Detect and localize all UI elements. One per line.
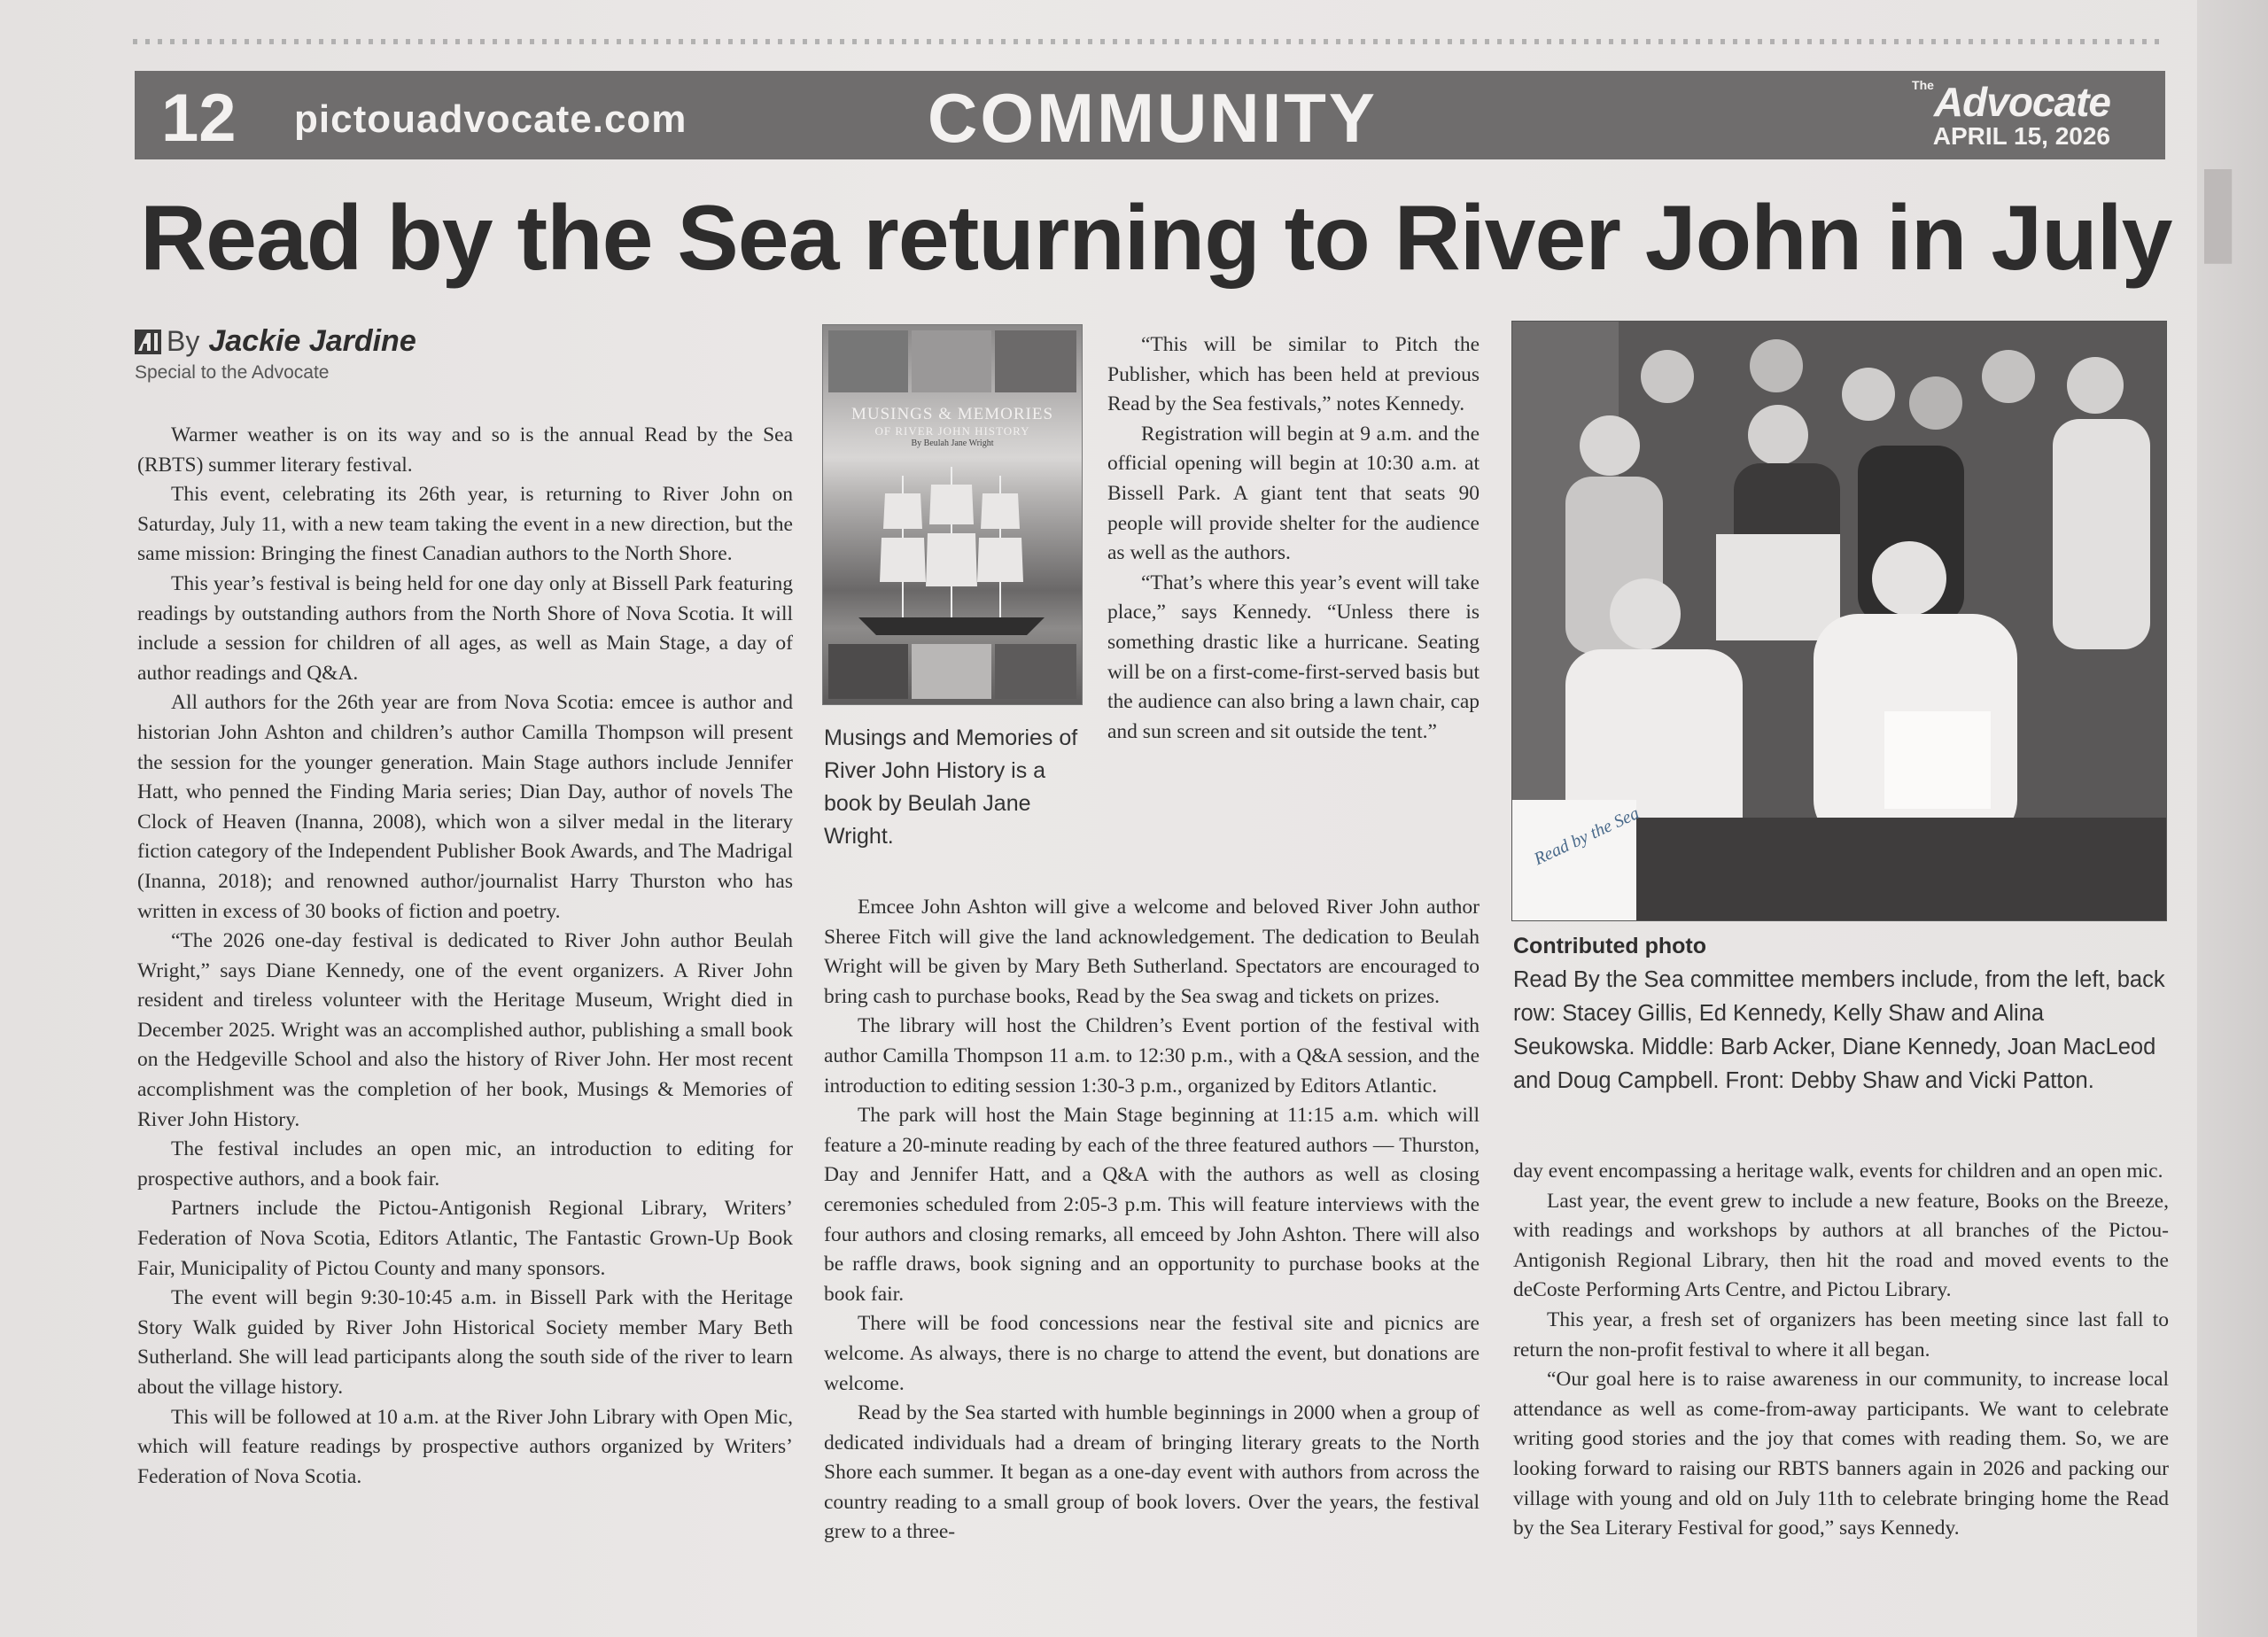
masthead-logo: Advocate <box>1933 79 2110 125</box>
photo-credit: Contributed photo <box>1513 934 1706 958</box>
committee-group-photo <box>1511 321 2167 921</box>
advocate-logo-icon <box>135 330 161 354</box>
book-cover-author: By Beulah Jane Wright <box>911 438 994 448</box>
tote-bag-logo: Read by the Sea <box>1531 803 1643 870</box>
paragraph: All authors for the 26th year are from Nova Scotia: emcee is author and historian John Ashton and children’s author Camilla Thompson will present the session for the younger generation. Main Stage authors include Jennifer Hatt, who penned the Finding Maria series; Dian Day, author of novels The Clock of Heaven (Inanna, 2008), which won a silver medal in the literary fiction category of the Independent Publisher Book Awards, and The Madrigal (Inanna, 2018); and renowned author/journalist Harry Thurston who has written in excess of 30 books of fiction and poetry. <box>137 691 793 923</box>
paragraph: This event, celebrating its 26th year, is returning to River John on Saturday, July 11, with a new team taking the event in a new direction, but the same mission: Bringing the finest Canadian authors to the North Shore. <box>137 483 793 566</box>
author-note: Special to the Advocate <box>135 362 330 383</box>
book-caption: Musings and Memories of River John History is a book by Beulah Jane Wright. <box>824 725 1078 849</box>
section-header-band <box>135 71 2165 159</box>
article-column-3 <box>1513 1157 2169 1544</box>
book-cover-image <box>822 324 1083 705</box>
book-title-line-1: MUSINGS & MEMORIES <box>850 405 1054 423</box>
article-column-2 <box>824 893 1480 1548</box>
paragraph: Registration will begin at 9 a.m. and the official opening will begin at 10:30 a.m. at Bissell Park. A giant tent that seats 90 people will provide shelter for the audience as well as the authors. <box>1107 422 1480 565</box>
paragraph: Partners include the Pictou-Antigonish Regional Library, Writers’ Federation of Nova Scotia, Editors Atlantic, The Fantastic Grown-Up Book Fair, Municipality of Pictou County and many sponsors. <box>137 1197 793 1280</box>
paragraph: The event will begin 9:30-10:45 a.m. in Bissell Park with the Heritage Story Walk guided by River John Historical Society member Mary Beth Sutherland. She will lead participants along the south side of the river to learn about the village history. <box>137 1286 793 1399</box>
paragraph: The park will host the Main Stage beginning at 11:15 a.m. which will feature a 20-minute reading by each of the three featured authors — Thurston, Day and Jennifer Hatt, and a Q&A with the authors as well as closing ceremonies scheduled from 2:05-3 p.m. This will feature interviews with the four authors and closing remarks, all emceed by John Ashton. There will also be raffle draws, book signing and an opportunity to purchase books at the book fair. <box>824 1104 1480 1306</box>
perforation-line <box>133 39 2162 44</box>
paragraph: “That’s where this year’s event will take place,” says Kennedy. “Unless there is something drastic like a hurricane. Seating will be on a first-come-first-served basis but the audience can also bring a lawn chair, cap and sun screen and sit outside the tent.” <box>1107 570 1480 743</box>
book-cover-title <box>823 407 1082 439</box>
adjacent-page-bleed: ▌ <box>2204 169 2262 257</box>
issue-date: APRIL 15, 2026 <box>1932 122 2110 150</box>
paragraph: “This will be similar to Pitch the Publisher, which has been held at previous Read by the Sea festivals,” notes Kennedy. <box>1107 333 1480 416</box>
article-column-1 <box>137 421 793 1492</box>
paragraph: Emcee John Ashton will give a welcome and beloved River John author Sheree Fitch will give the land acknowledgement. The dedication to Beulah Wright will be given by Mary Beth Sutherland. Spectators are encouraged to bring cash to purchase books, Read by the Sea swag and tickets on prizes. <box>824 896 1480 1008</box>
book-title-line-2: OF RIVER JOHN HISTORY <box>874 424 1030 438</box>
article-column-2-top <box>1107 330 1480 747</box>
photo-caption: Read By the Sea committee members include, from the left, back row: Stacey Gillis, Ed Kennedy, Kelly Shaw and Alina Seukowska. Middle: Barb Acker, Diane Kennedy, Joan MacLeod and Doug Campbell. Front: Debby Shaw and Vicki Patton. <box>1513 967 2165 1093</box>
byline <box>135 324 416 384</box>
author-name: Jackie Jardine <box>208 324 416 358</box>
website-url: pictouadvocate.com <box>294 97 687 141</box>
paragraph: Read by the Sea started with humble beginnings in 2000 when a group of dedicated individuals had a dream of bringing literary greats to the North Shore each summer. It began as a one-day event with authors from across the country reading to a small group of book lovers. Over the years, the festival grew to a three- <box>824 1401 1480 1544</box>
book-cover-illustration <box>823 325 1082 704</box>
paragraph: “The 2026 one-day festival is dedicated to River John author Beulah Wright,” says Diane Kennedy, one of the event organizers. A River John resident and tireless volunteer with the Heritage Museum, Wright died in December 2025. Wright was an accomplished author, publishing a small book on the Hedgeville School and also the history of River John. Her most recent accomplishment was the completion of her book, Musings & Memories of River John History. <box>137 929 793 1131</box>
paragraph: “Our goal here is to raise awareness in our community, to increase local attendance as well as come-from-away participants. We want to celebrate writing good stories and the joy that comes with reading them. So, we are looking forward to raising our RBTS banners again in 2026 and packing our village with young and old on July 11th to celebrate bringing home the Read by the Sea Literary Festival for good,” says Kennedy. <box>1513 1368 2169 1540</box>
paragraph: The festival includes an open mic, an introduction to editing for prospective authors, and a book fair. <box>137 1137 793 1191</box>
byline-prefix: By <box>167 325 200 357</box>
paragraph: This year’s festival is being held for one day only at Bissell Park featuring readings by outstanding authors from the North Shore of Nova Scotia. It will include a session for children of all ages, as well as Main Stage, a day of author readings and Q&A. <box>137 571 793 685</box>
paragraph: There will be food concessions near the festival site and picnics are welcome. As always, there is no charge to attend the event, but donations are welcome. <box>824 1312 1480 1395</box>
paragraph: Last year, the event grew to include a new feature, Books on the Breeze, with readings and workshops by authors at all branches of the Pictou-Antigonish Regional Library, then hit the road and moved events to the deCoste Performing Arts Centre, and Pictou Library. <box>1513 1189 2169 1302</box>
page-number: 12 <box>161 81 237 156</box>
masthead-prefix: The <box>1912 78 1934 92</box>
adjacent-page-edge <box>2197 0 2268 1637</box>
paragraph: This will be followed at 10 a.m. at the River John Library with Open Mic, which will feature readings by prospective authors organized by Writers’ Federation of Nova Scotia. <box>137 1405 793 1488</box>
masthead <box>1912 78 2110 151</box>
article-headline: Read by the Sea returning to River John in July <box>140 187 2172 290</box>
paragraph: day event encompassing a heritage walk, events for children and an open mic. <box>1513 1160 2163 1183</box>
paragraph: This year, a fresh set of organizers has been meeting since last fall to return the non-profit festival to where it all began. <box>1513 1307 2169 1362</box>
paragraph: Warmer weather is on its way and so is the annual Read by the Sea (RBTS) summer literary festival. <box>137 423 793 477</box>
paragraph: The library will host the Children’s Event portion of the festival with author Camilla Thompson 11 a.m. to 12:30 p.m., with a Q&A session, and the introduction to editing session 1:30-3 p.m., organized by Editors Atlantic. <box>824 1014 1480 1098</box>
section-title: COMMUNITY <box>928 79 1378 157</box>
